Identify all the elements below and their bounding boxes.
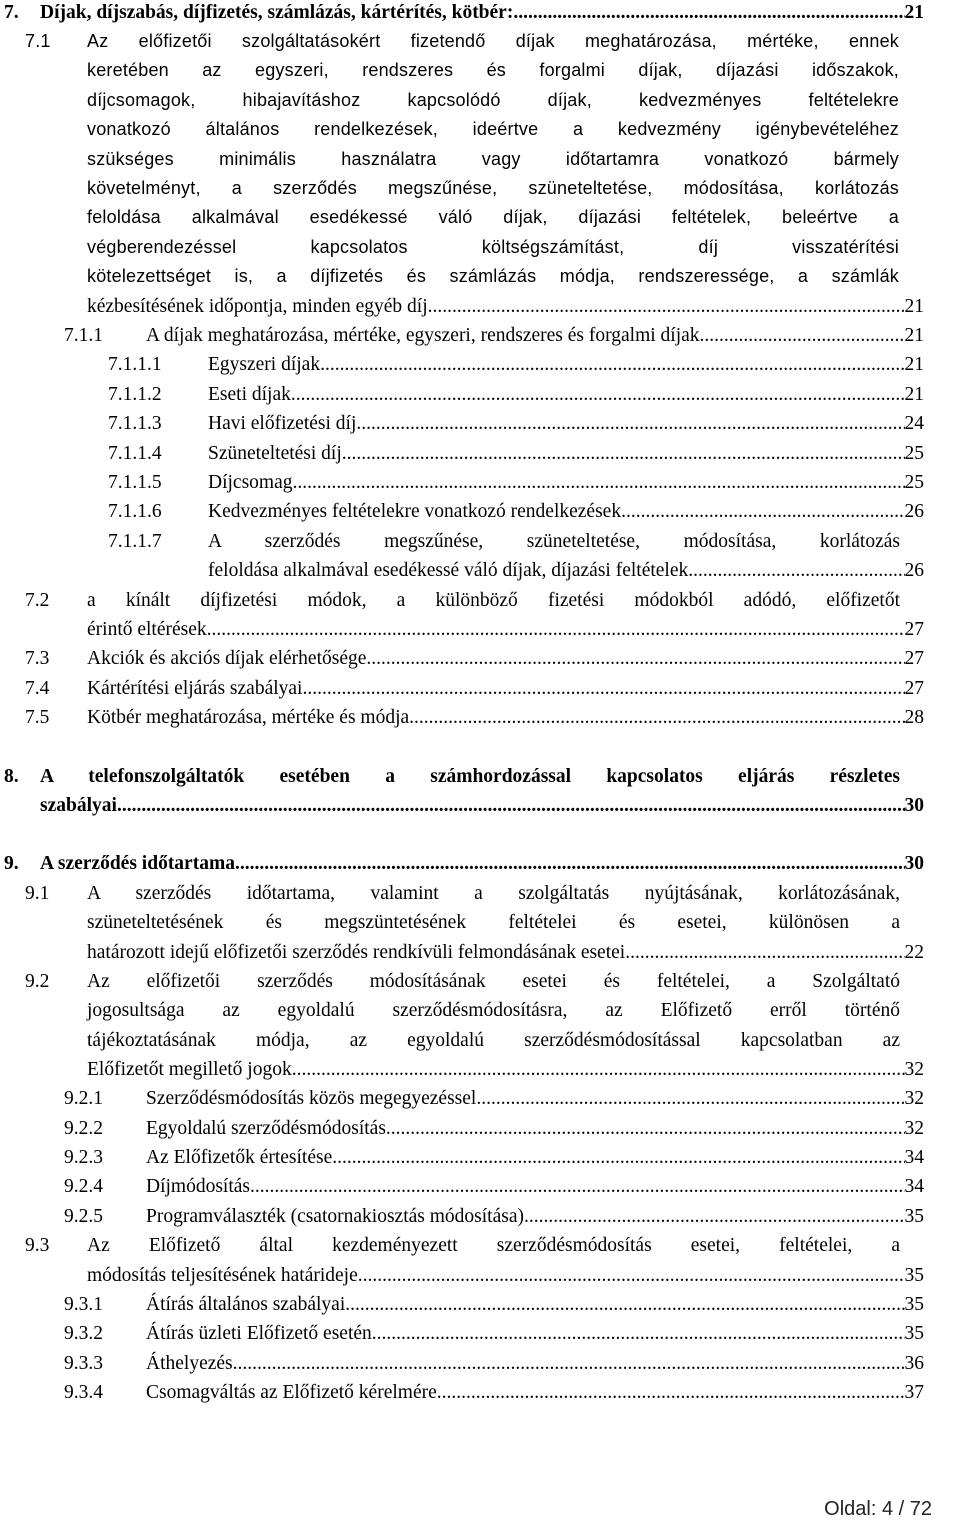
toc-number: 9.3.4: [64, 1382, 103, 1403]
toc-entry-9-1-end[interactable]: [87, 938, 924, 967]
toc-title-line: kötelezettséget is, a díjfizetés és számlázás módja, rendszeressége, a számlák: [87, 266, 899, 287]
toc-number: 7.1: [25, 31, 51, 51]
toc-title-line: határozott idejű előfizetői szerződés rendkívüli felmondásának esetei: [87, 942, 626, 963]
toc-page-number: 36: [904, 1353, 924, 1374]
toc-page-number: 25: [904, 472, 924, 493]
toc-title-line: A telefonszolgáltatók esetében a számhordozással kapcsolatos eljárás részletes: [40, 766, 900, 787]
toc-title-line: szabályai: [40, 795, 117, 816]
toc-title: Eseti díjak: [208, 384, 291, 405]
toc-title-line: A szerződés megszűnése, szüneteltetése, módosítása, korlátozás: [208, 531, 900, 552]
toc-page-number: 27: [904, 619, 924, 640]
toc-title: Programválaszték (csatornakiosztás módosítása): [146, 1206, 524, 1227]
dot-leader: [366, 644, 904, 673]
toc-title-line: a kínált díjfizetési módok, a különböző fizetési módokból adódó, előfizetőt: [87, 590, 900, 611]
toc-page-number: 21: [904, 325, 924, 346]
toc-number: 7.: [4, 2, 19, 23]
dot-leader: [524, 1202, 905, 1231]
dot-leader: [235, 849, 905, 878]
toc-number: 9.3.3: [64, 1353, 103, 1374]
dot-leader: [342, 439, 905, 468]
toc-page-number: 27: [904, 648, 924, 669]
dot-leader: [700, 321, 905, 350]
dot-leader: [688, 556, 904, 585]
toc-number: 7.2: [25, 590, 50, 611]
toc-number: 9.3.2: [64, 1323, 103, 1344]
toc-title: Díjmódosítás: [146, 1176, 251, 1197]
toc-title-line: A szerződés időtartama, valamint a szolgáltatás nyújtásának, korlátozásának,: [87, 883, 900, 904]
toc-title-line: módosítás teljesítésének határideje: [87, 1265, 358, 1286]
dot-leader: [625, 938, 904, 967]
toc-number: 9.2.2: [64, 1118, 103, 1139]
toc-entry-7-2-end[interactable]: [87, 615, 924, 644]
toc-title: Díjcsomag: [208, 472, 293, 493]
dot-leader: [233, 1349, 905, 1378]
toc-number: 9.3: [25, 1235, 50, 1256]
toc-number: 9.2.1: [64, 1088, 103, 1109]
toc-title-line: kézbesítésének időpontja, minden egyéb díj: [87, 296, 428, 317]
dot-leader: [332, 1143, 904, 1172]
toc-page-number: 28: [904, 707, 924, 728]
toc-number: 7.1.1.3: [108, 413, 162, 434]
toc-page-number: 21: [904, 384, 924, 405]
toc-title: Átírás üzleti Előfizető esetén: [146, 1323, 372, 1344]
toc-number: 7.4: [25, 678, 50, 699]
toc-title: Az Előfizetők értesítése: [146, 1147, 333, 1168]
dot-leader: [117, 791, 905, 820]
toc-title: Kártérítési eljárás szabályai: [87, 678, 303, 699]
dot-leader: [409, 703, 904, 732]
toc-number: 8.: [4, 766, 19, 787]
toc-title: Kötbér meghatározása, mértéke és módja: [87, 707, 410, 728]
toc-page-number: 34: [904, 1176, 924, 1197]
toc-entry-9-2-end[interactable]: [87, 1055, 924, 1084]
toc-number: 9.2.5: [64, 1206, 103, 1227]
toc-number: 9.1: [25, 883, 50, 904]
toc-entry-7-1-1-7-end[interactable]: [208, 556, 924, 585]
dot-leader: [358, 1261, 905, 1290]
toc-number: 7.1.1.6: [108, 501, 162, 522]
toc-entry-8-end[interactable]: [40, 791, 924, 820]
toc-number: 7.1.1.5: [108, 472, 162, 493]
toc-page-number: 27: [904, 678, 924, 699]
dot-leader: [437, 1378, 905, 1407]
toc-title-line: végberendezéssel kapcsolatos költségszámítást, díj visszatérítési: [87, 236, 899, 257]
toc-title-line: szükséges minimális használatra vagy időtartamra vonatkozó bármely: [87, 148, 899, 169]
toc-title-line: követelményt, a szerződés megszűnése, szüneteltetése, módosítása, korlátozás: [87, 178, 899, 199]
dot-leader: [345, 1290, 904, 1319]
toc-page-number: 35: [904, 1323, 924, 1344]
dot-leader: [428, 292, 905, 321]
toc-title-line: keretében az egyszeri, rendszeres és forgalmi díjak, díjazási időszakok,: [87, 60, 899, 81]
toc-title: Átírás általános szabályai: [146, 1294, 346, 1315]
dot-leader: [292, 468, 904, 497]
toc-title: Díjak, díjszabás, díjfizetés, számlázás, kártérítés, kötbér:: [40, 2, 514, 23]
toc-number: 9.2: [25, 971, 50, 992]
toc-page-number: 35: [904, 1265, 924, 1286]
toc-title-line: szüneteltetésének és megszüntetésének feltételei és esetei, különösen a: [87, 912, 900, 934]
toc-page-number: 30: [904, 853, 924, 874]
toc-title: Csomagváltás az Előfizető kérelmére: [146, 1382, 437, 1403]
toc-page-number: 32: [904, 1088, 924, 1109]
toc-title: Egyszeri díjak: [208, 354, 321, 375]
page-footer: Oldal: 4 / 72: [824, 1498, 932, 1520]
dot-leader: [356, 409, 904, 438]
toc-page-number: 35: [904, 1294, 924, 1315]
toc-title: A szerződés időtartama: [40, 853, 235, 874]
toc-title: Egyoldalú szerződésmódosítás: [146, 1118, 386, 1139]
dot-leader: [372, 1319, 905, 1348]
dot-leader: [292, 1055, 905, 1084]
toc-entry-9-3-end[interactable]: [87, 1261, 924, 1290]
dot-leader: [320, 350, 904, 379]
toc-number: 7.3: [25, 648, 50, 669]
toc-title-line: Az előfizetői szolgáltatásokért fizetendő díjak meghatározása, mértéke, ennek: [87, 31, 899, 51]
toc-title-line: Az Előfizető által kezdeményezett szerződésmódosítás esetei, feltételei, a: [87, 1235, 900, 1256]
toc-number: 7.5: [25, 707, 50, 728]
toc-number: 7.1.1.1: [108, 354, 162, 375]
dot-leader: [621, 497, 904, 526]
toc-title-line: díjcsomagok, hibajavításhoz kapcsolódó díjak, kedvezményes feltételekre: [87, 89, 899, 110]
toc-number: 9.2.3: [64, 1147, 103, 1168]
dot-leader: [250, 1172, 904, 1201]
dot-leader: [302, 674, 904, 703]
toc-page-number: 32: [904, 1118, 924, 1139]
toc-page-number: 25: [904, 443, 924, 464]
toc-page-number: 21: [904, 296, 924, 317]
toc-title-line: vonatkozó általános rendelkezések, ideértve a kedvezmény igénybevételéhez: [87, 119, 899, 140]
toc-page-number: 21: [904, 2, 924, 23]
toc-number: 7.1.1: [64, 325, 103, 346]
toc-title: Kedvezményes feltételekre vonatkozó rendelkezések: [208, 501, 622, 522]
toc-number: 9.2.4: [64, 1176, 103, 1197]
dot-leader: [212, 615, 905, 644]
toc-title-line: jogosultsága az egyoldalú szerződésmódosításra, az Előfizető erről történő: [87, 1000, 900, 1022]
toc-number: 9.: [4, 853, 19, 874]
dot-leader: [476, 1084, 904, 1113]
toc-title-line: Előfizetőt megillető jogok: [87, 1059, 292, 1080]
toc-title: Áthelyezés: [146, 1353, 233, 1374]
toc-title: Szerződésmódosítás közös megegyezéssel: [146, 1088, 477, 1109]
toc-title-line: feloldása alkalmával esedékessé váló díjak, díjazási feltételek, beleértve a: [87, 207, 899, 228]
toc-title: Akciók és akciós díjak elérhetősége: [87, 648, 367, 669]
toc-entry-7-1-end[interactable]: [87, 292, 924, 321]
dot-leader: [386, 1114, 905, 1143]
toc-page-number: 35: [904, 1206, 924, 1227]
toc-page-number: 22: [904, 942, 924, 963]
toc-page-number: 21: [904, 354, 924, 375]
toc-title-line: tájékoztatásának módja, az egyoldalú szerződésmódosítással kapcsolatban az: [87, 1029, 900, 1051]
toc-title-line: feloldása alkalmával esedékessé váló díjak, díjazási feltételek: [208, 560, 689, 581]
toc-page-number: 30: [904, 795, 924, 816]
toc-page-number: 32: [904, 1059, 924, 1080]
toc-page-number: 24: [904, 413, 924, 434]
toc-page-number: 26: [904, 560, 924, 581]
toc-number: 7.1.1.2: [108, 384, 162, 405]
toc-page-number: 34: [904, 1147, 924, 1168]
toc-title-line: érintő eltérések.: [87, 619, 212, 640]
toc-number: 7.1.1.7: [108, 531, 162, 552]
toc-page-number: 37: [904, 1382, 924, 1403]
dot-leader: [513, 0, 904, 27]
toc-title-line: Az előfizetői szerződés módosításának esetei és feltételei, a Szolgáltató: [87, 971, 900, 992]
toc-title: Szüneteltetési díj: [208, 443, 342, 464]
toc-page-number: 26: [904, 501, 924, 522]
toc-number: 7.1.1.4: [108, 443, 162, 464]
dot-leader: [291, 380, 905, 409]
toc-title: Havi előfizetési díj: [208, 413, 357, 434]
toc-number: 9.3.1: [64, 1294, 103, 1315]
toc-title: A díjak meghatározása, mértéke, egyszeri, rendszeres és forgalmi díjak: [146, 325, 700, 346]
